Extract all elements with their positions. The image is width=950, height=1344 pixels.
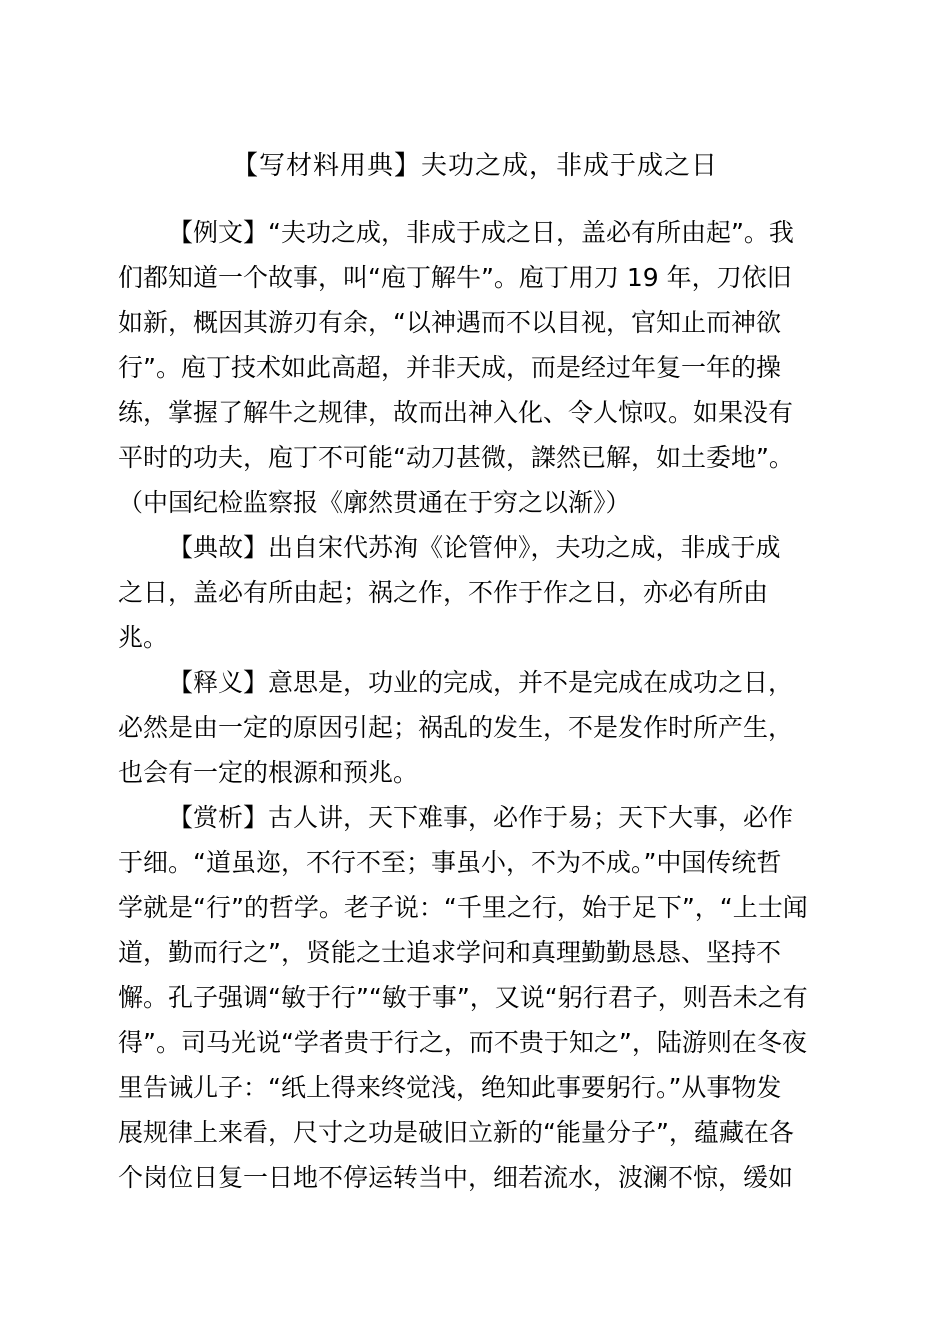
- paragraph-line: 之日，盖必有所由起；祸之作，不作于作之日，亦必有所由: [118, 578, 769, 607]
- paragraph-line: 学就是“行”的哲学。老子说：“千里之行，始于足下”，“上士闻: [118, 893, 808, 922]
- paragraph-line: 懈。孔子强调“敏于行”“敏于事”，又说“躬行君子，则吾未之有: [118, 983, 808, 1012]
- paragraph-line: 必然是由一定的原因引起；祸乱的发生，不是发作时所产生，: [118, 713, 794, 742]
- paragraph-line: 【赏析】古人讲，天下难事，必作于易；天下大事，必作: [168, 803, 794, 832]
- paragraph-line: 道，勤而行之”，贤能之士追求学问和真理勤勤恳恳、坚持不: [118, 938, 781, 967]
- paragraph-line: 于细。“道虽迩，不行不至；事虽小，不为不成。”中国传统哲: [118, 848, 782, 877]
- paragraph-line: 行”。庖丁技术如此高超，并非天成，而是经过年复一年的操: [118, 353, 781, 382]
- paragraph-line: 里告诫儿子：“纸上得来终觉浅，绝知此事要躬行。”从事物发: [118, 1073, 782, 1102]
- paragraph-line: 个岗位日复一日地不停运转当中，细若流水，波澜不惊，缓如: [118, 1163, 794, 1192]
- paragraph-meaning: [118, 660, 830, 795]
- paragraph-line: 平时的功夫，庖丁不可能“动刀甚微，謋然已解，如土委地”。: [118, 443, 794, 472]
- paragraph-line: 【典故】出自宋代苏洵《论管仲》，夫功之成，非成于成: [168, 533, 781, 562]
- paragraph-line: 展规律上来看，尺寸之功是破旧立新的“能量分子”，蕴藏在各: [118, 1118, 794, 1147]
- paragraph-line: （中国纪检监察报《廓然贯通在于穷之以渐》）: [118, 488, 631, 517]
- paragraph-line: 兆。: [118, 623, 169, 652]
- paragraph-line: 【释义】意思是，功业的完成，并不是完成在成功之日，: [168, 668, 794, 697]
- document-body: [118, 210, 830, 1200]
- document-title: 【写材料用典】夫功之成，非成于成之日: [231, 151, 718, 181]
- paragraph-line: 得”。司马光说“学者贵于行之，而不贵于知之”，陆游则在冬夜: [118, 1028, 807, 1057]
- paragraph-appreciation: [118, 795, 830, 1200]
- paragraph-line: 【例文】“夫功之成，非成于成之日，盖必有所由起”。我: [168, 218, 794, 247]
- paragraph-line: 们都知道一个故事，叫“庖丁解牛”。庖丁用刀 19 年，刀依旧: [118, 263, 792, 292]
- paragraph-allusion: [118, 525, 830, 660]
- paragraph-line: 如新，概因其游刃有余，“以神遇而不以目视，官知止而神欲: [118, 308, 781, 337]
- paragraph-line: 也会有一定的根源和预兆。: [118, 758, 419, 787]
- paragraph-line: 练，掌握了解牛之规律，故而出神入化、令人惊叹。如果没有: [118, 398, 794, 427]
- paragraph-example: [118, 210, 830, 525]
